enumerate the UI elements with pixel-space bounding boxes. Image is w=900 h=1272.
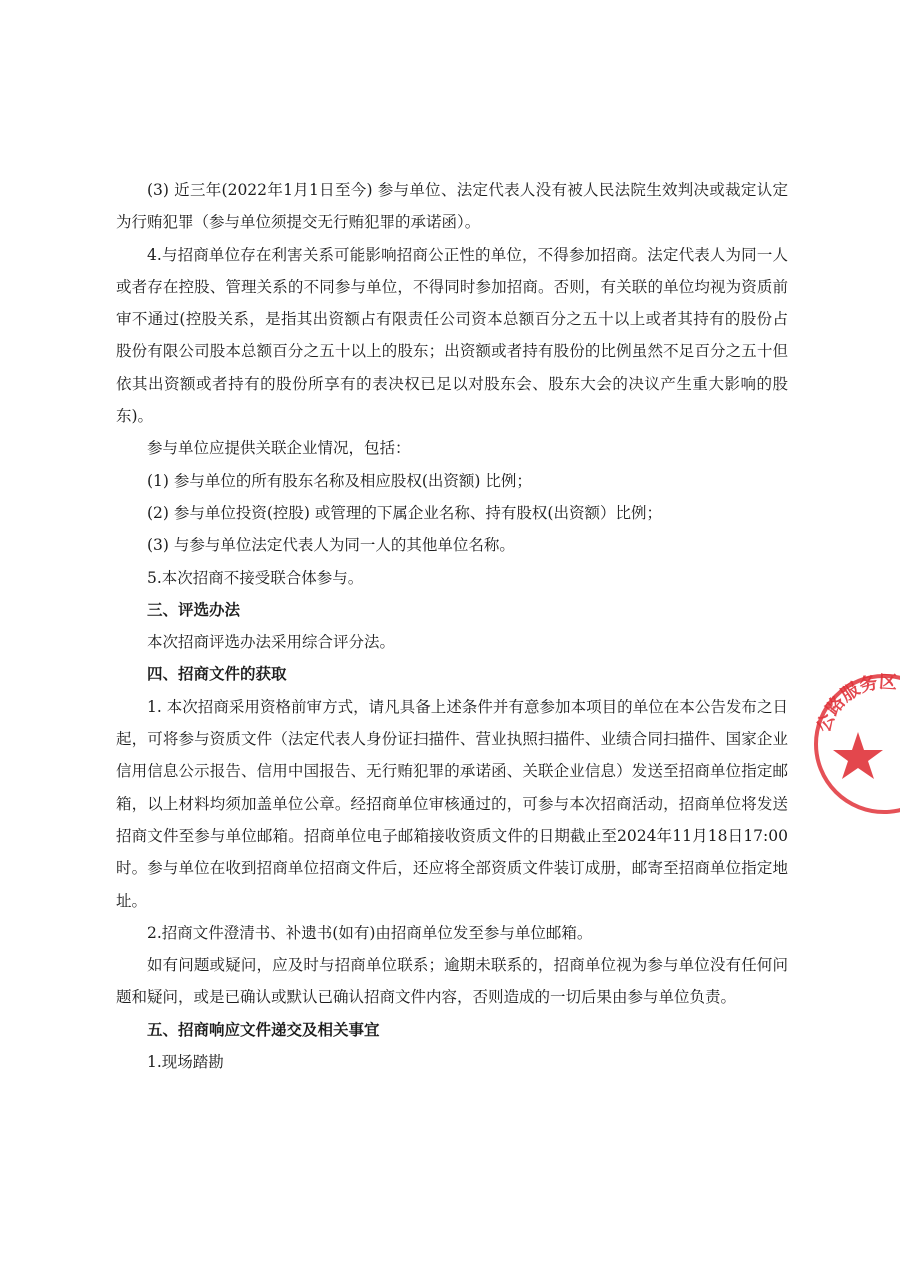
section-heading-submission: 五、招商响应文件递交及相关事宜	[147, 1020, 380, 1039]
paragraph-related-intro: 参与单位应提供关联企业情况，包括：	[147, 439, 411, 458]
document-body	[116, 174, 788, 1078]
paragraph-site-visit: 1.现场踏勘	[147, 1053, 224, 1072]
paragraph-related-item-3: (3) 与参与单位法定代表人为同一人的其他单位名称。	[147, 536, 515, 555]
section-heading-obtain-documents: 四、招商文件的获取	[147, 665, 287, 684]
seal-text-path: 公路服务区	[813, 671, 898, 736]
paragraph-evaluation-method: 本次招商评选办法采用综合评分法。	[147, 633, 396, 652]
paragraph-related-item-2: (2) 参与单位投资(控股) 或管理的下属企业名称、持有股权(出资额）比例；	[147, 503, 662, 522]
paragraph-related-item-1: (1) 参与单位的所有股东名称及相应股权(出资额) 比例；	[147, 471, 532, 490]
paragraph-obtain-2: 2.招商文件澄清书、补遗书(如有)由招商单位发至参与单位邮箱。	[147, 923, 593, 942]
seal-star-icon	[833, 732, 883, 779]
paragraph-clause-4-conflict: 4.与招商单位存在利害关系可能影响招商公正性的单位，不得参加招商。法定代表人为同一人或者存在控股、管理关系的不同参与单位，不得同时参加招商。否则，有关联的单位均视为资质前审不通过(控股关系，是指其出资额占有限责任公司资本总额百分之五十以上或者其持有的股份占股份有限公司股本总额百分之五十以上的股东；出资额或者持有股份的比例虽然不足百分之五十但依其出资额或者持有的股份所享有的表决权已足以对股东会、股东大会的决议产生重大影响的股东)。	[116, 245, 788, 426]
paragraph-clause-3-bribery: (3) 近三年(2022年1月1日至今) 参与单位、法定代表人没有被人民法院生效判决或裁定认定为行贿犯罪（参与单位须提交无行贿犯罪的承诺函）。	[116, 181, 788, 232]
paragraph-clause-5-consortium: 5.本次招商不接受联合体参与。	[147, 568, 364, 587]
paragraph-obtain-1: 1. 本次招商采用资格前审方式，请凡具备上述条件并有意参加本项目的单位在本公告发布之日起，可将参与资质文件（法定代表人身份证扫描件、营业执照扫描件、业绩合同扫描件、国家企业信用信息公示报告、信用中国报告、无行贿犯罪的承诺函、关联企业信息）发送至招商单位指定邮箱，以上材料均须加盖单位公章。经招商单位审核通过的，可参与本次招商活动，招商单位将发送招商文件至参与单位邮箱。招商单位电子邮箱接收资质文件的日期截止至2024年11月18日17:00时。参与单位在收到招商单位招商文件后，还应将全部资质文件装订成册，邮寄至招商单位指定地址。	[116, 697, 788, 910]
section-heading-evaluation: 三、评选办法	[147, 600, 241, 619]
paragraph-contact-notice: 如有问题或疑问，应及时与招商单位联系；逾期未联系的，招商单位视为参与单位没有任何问题和疑问，或是已确认或默认已确认招商文件内容，否则造成的一切后果由参与单位负责。	[116, 956, 788, 1007]
company-seal-stamp	[806, 664, 900, 814]
